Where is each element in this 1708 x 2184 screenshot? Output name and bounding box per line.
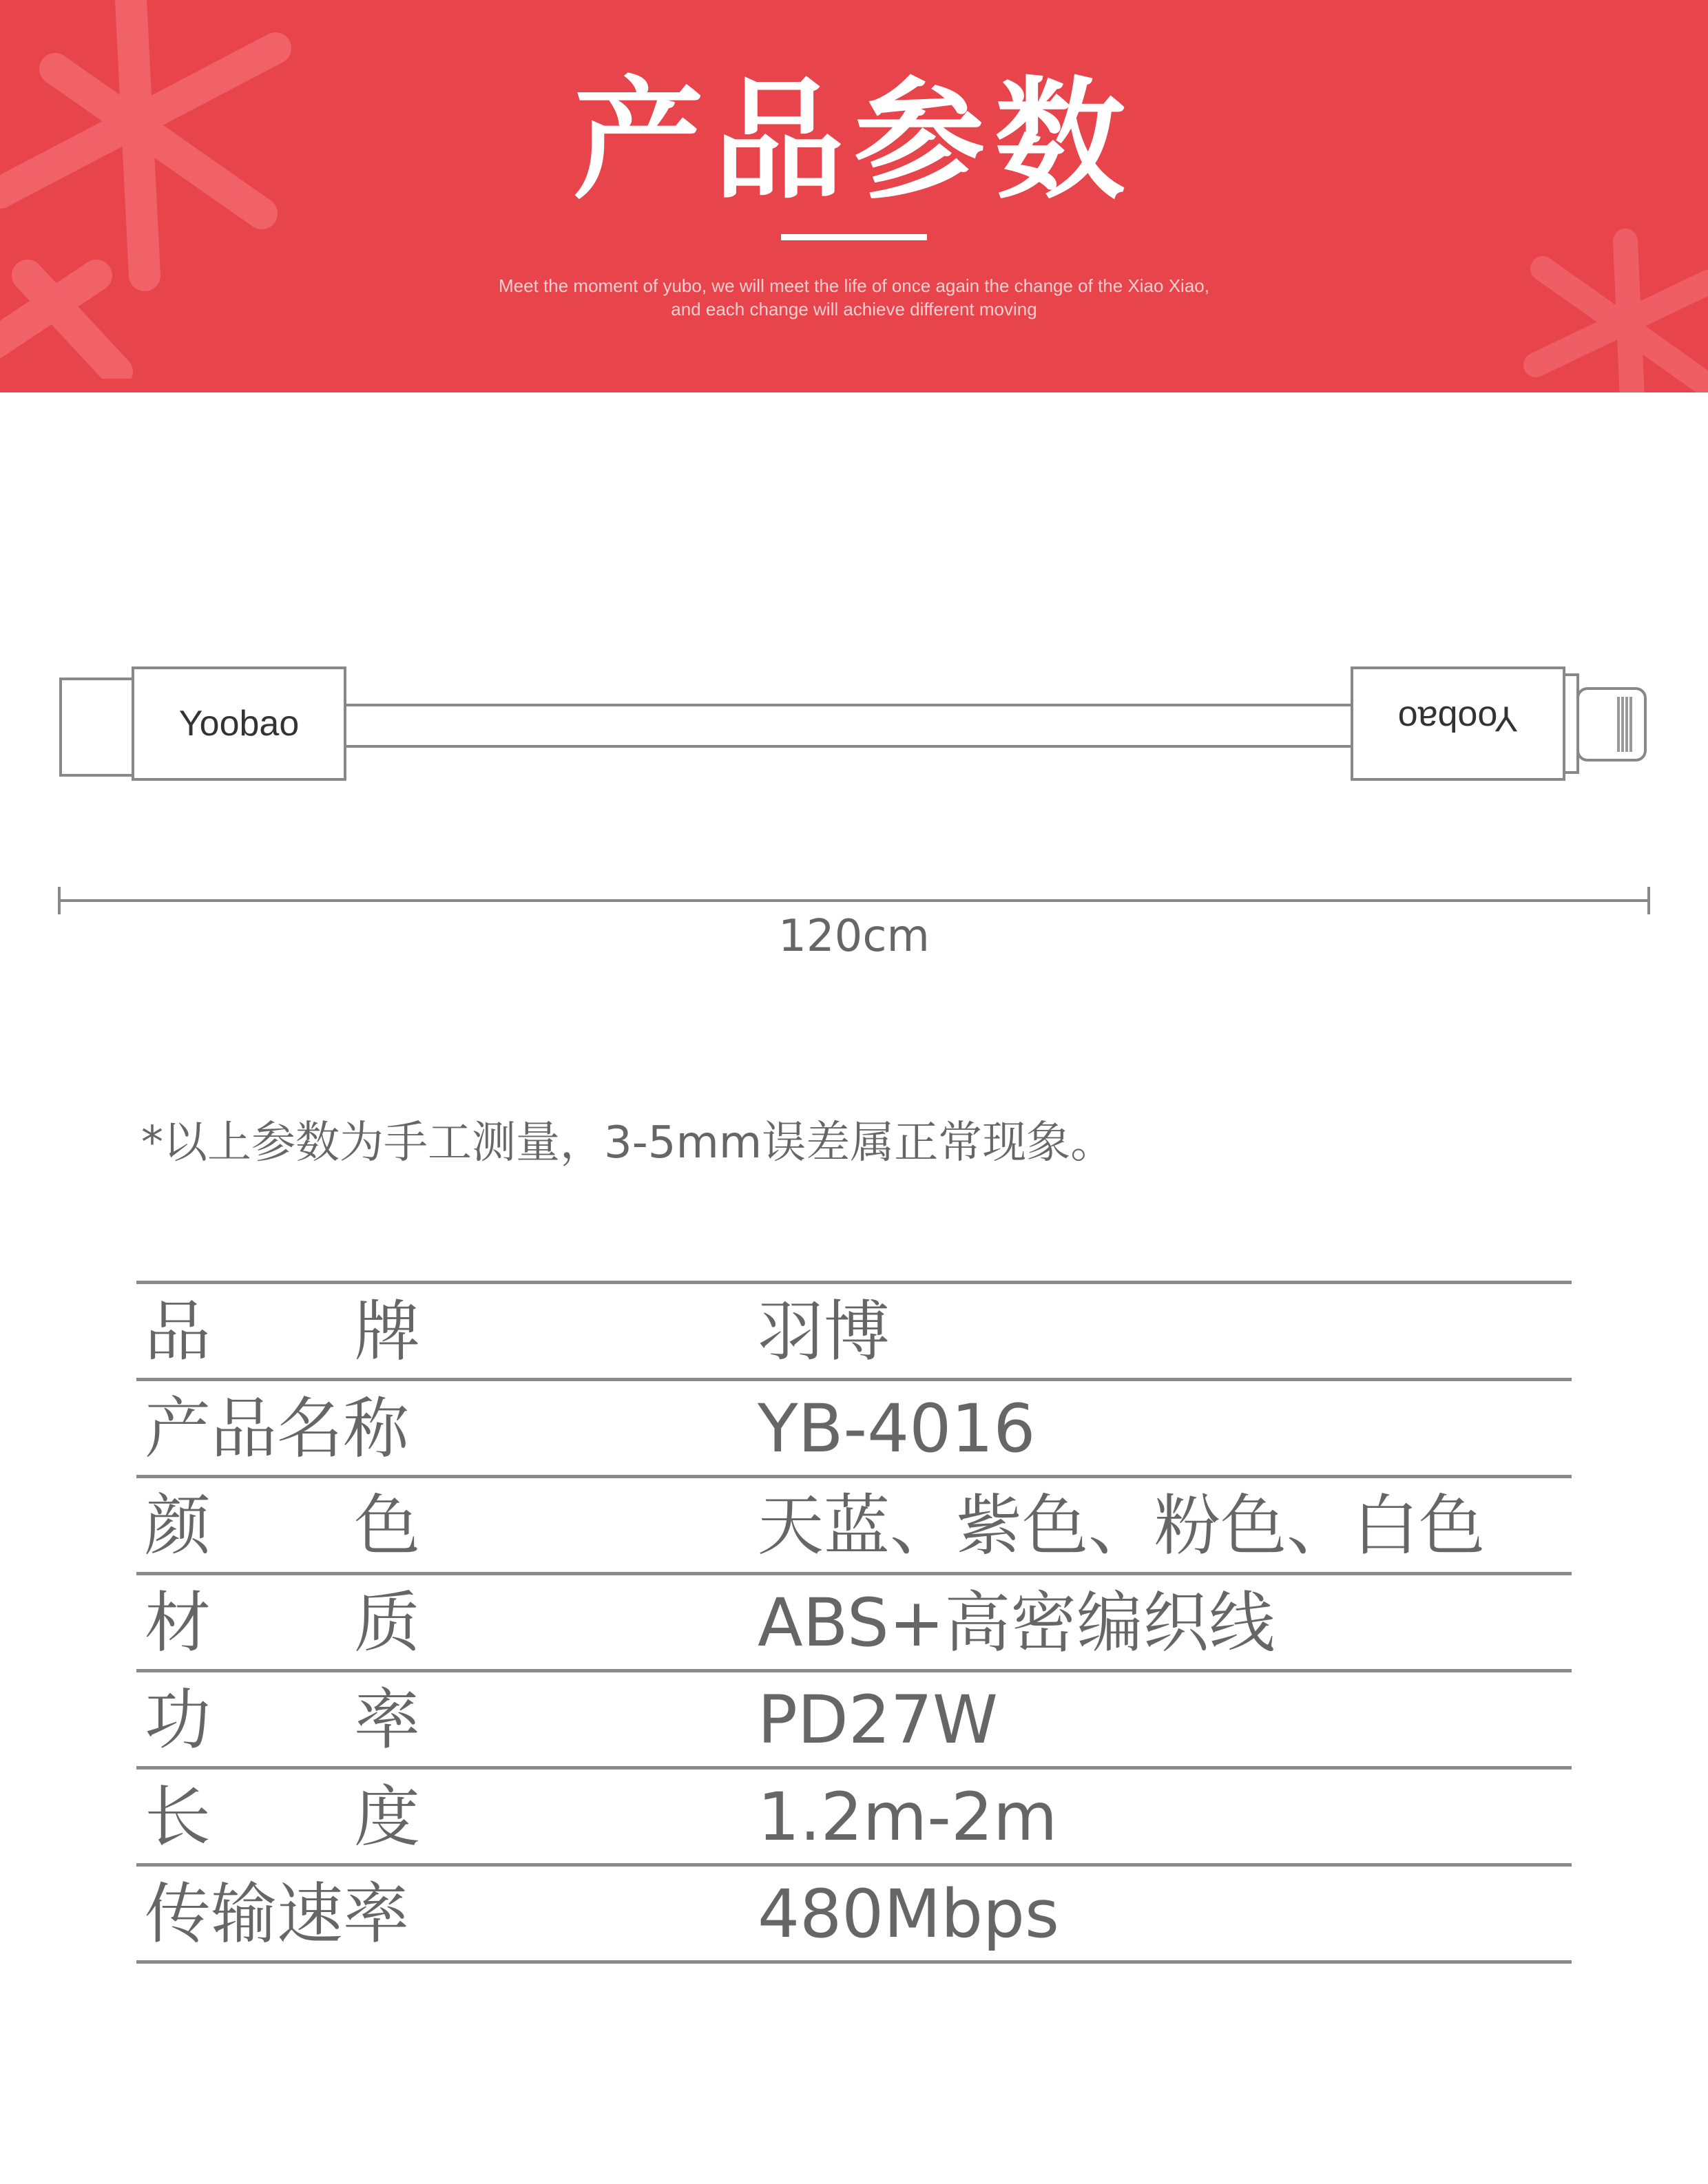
usb-c-plug-tip [61, 679, 133, 775]
subtitle-line-1: Meet the moment of yubo, we will meet the life of once again the change of the Xiao Xiao, [499, 275, 1209, 296]
spec-label [145, 1682, 420, 1758]
spec-row [136, 1867, 1572, 1964]
spec-label-part: 率 [354, 1681, 420, 1758]
spec-row [136, 1770, 1572, 1867]
measurement-note: *以上参数为手工测量，3-5mm误差属正常现象。 [141, 1117, 1115, 1168]
spec-value: 天蓝、紫色、粉色、白色 [758, 1487, 1485, 1564]
cable-diagram [0, 647, 1708, 950]
title-underline [781, 234, 927, 240]
spec-row [136, 1284, 1572, 1381]
spec-label-part: 品 [145, 1293, 211, 1370]
spec-label-part: 传输速率 [145, 1876, 409, 1953]
page-title: 产品参数 [572, 65, 1135, 217]
cable-body [345, 705, 1352, 746]
spec-value: 1.2m-2m [758, 1778, 1058, 1856]
spec-label [145, 1779, 420, 1855]
spec-label-part: 牌 [354, 1293, 420, 1370]
banner-subtitle [0, 274, 1708, 321]
cable-length-label: 120cm [778, 911, 930, 962]
spec-row [136, 1575, 1572, 1672]
lightning-neck [1564, 675, 1578, 773]
spec-table [136, 1281, 1572, 1964]
spec-label [145, 1585, 420, 1661]
spec-value: 羽博 [758, 1293, 890, 1370]
spec-label-part: 长 [145, 1778, 211, 1856]
spec-label-part: 颜 [145, 1487, 211, 1564]
header-banner [0, 0, 1708, 392]
spec-row [136, 1478, 1572, 1575]
lightning-plug [1578, 689, 1645, 760]
spec-label [145, 1488, 420, 1564]
spec-value: 480Mbps [758, 1876, 1059, 1953]
spec-label-part: 产品名称 [145, 1390, 409, 1467]
spec-label-part: 功 [145, 1681, 211, 1758]
spec-label-part: 质 [354, 1584, 420, 1661]
spec-row [136, 1672, 1572, 1770]
subtitle-line-2: and each change will achieve different moving [671, 299, 1037, 319]
spec-label [145, 1294, 420, 1369]
spec-label-part: 色 [354, 1487, 420, 1564]
spec-value: PD27W [758, 1681, 998, 1758]
spec-label [145, 1876, 420, 1952]
spec-value: YB-4016 [758, 1390, 1036, 1467]
spec-label-part: 度 [354, 1778, 420, 1856]
brand-logo-right: Yoobao [1397, 698, 1519, 739]
brand-logo-left: Yoobao [178, 704, 300, 744]
spec-label-part: 材 [145, 1584, 211, 1661]
spec-label [145, 1391, 420, 1467]
spec-value: ABS+高密编织线 [758, 1584, 1275, 1661]
spec-row [136, 1381, 1572, 1478]
